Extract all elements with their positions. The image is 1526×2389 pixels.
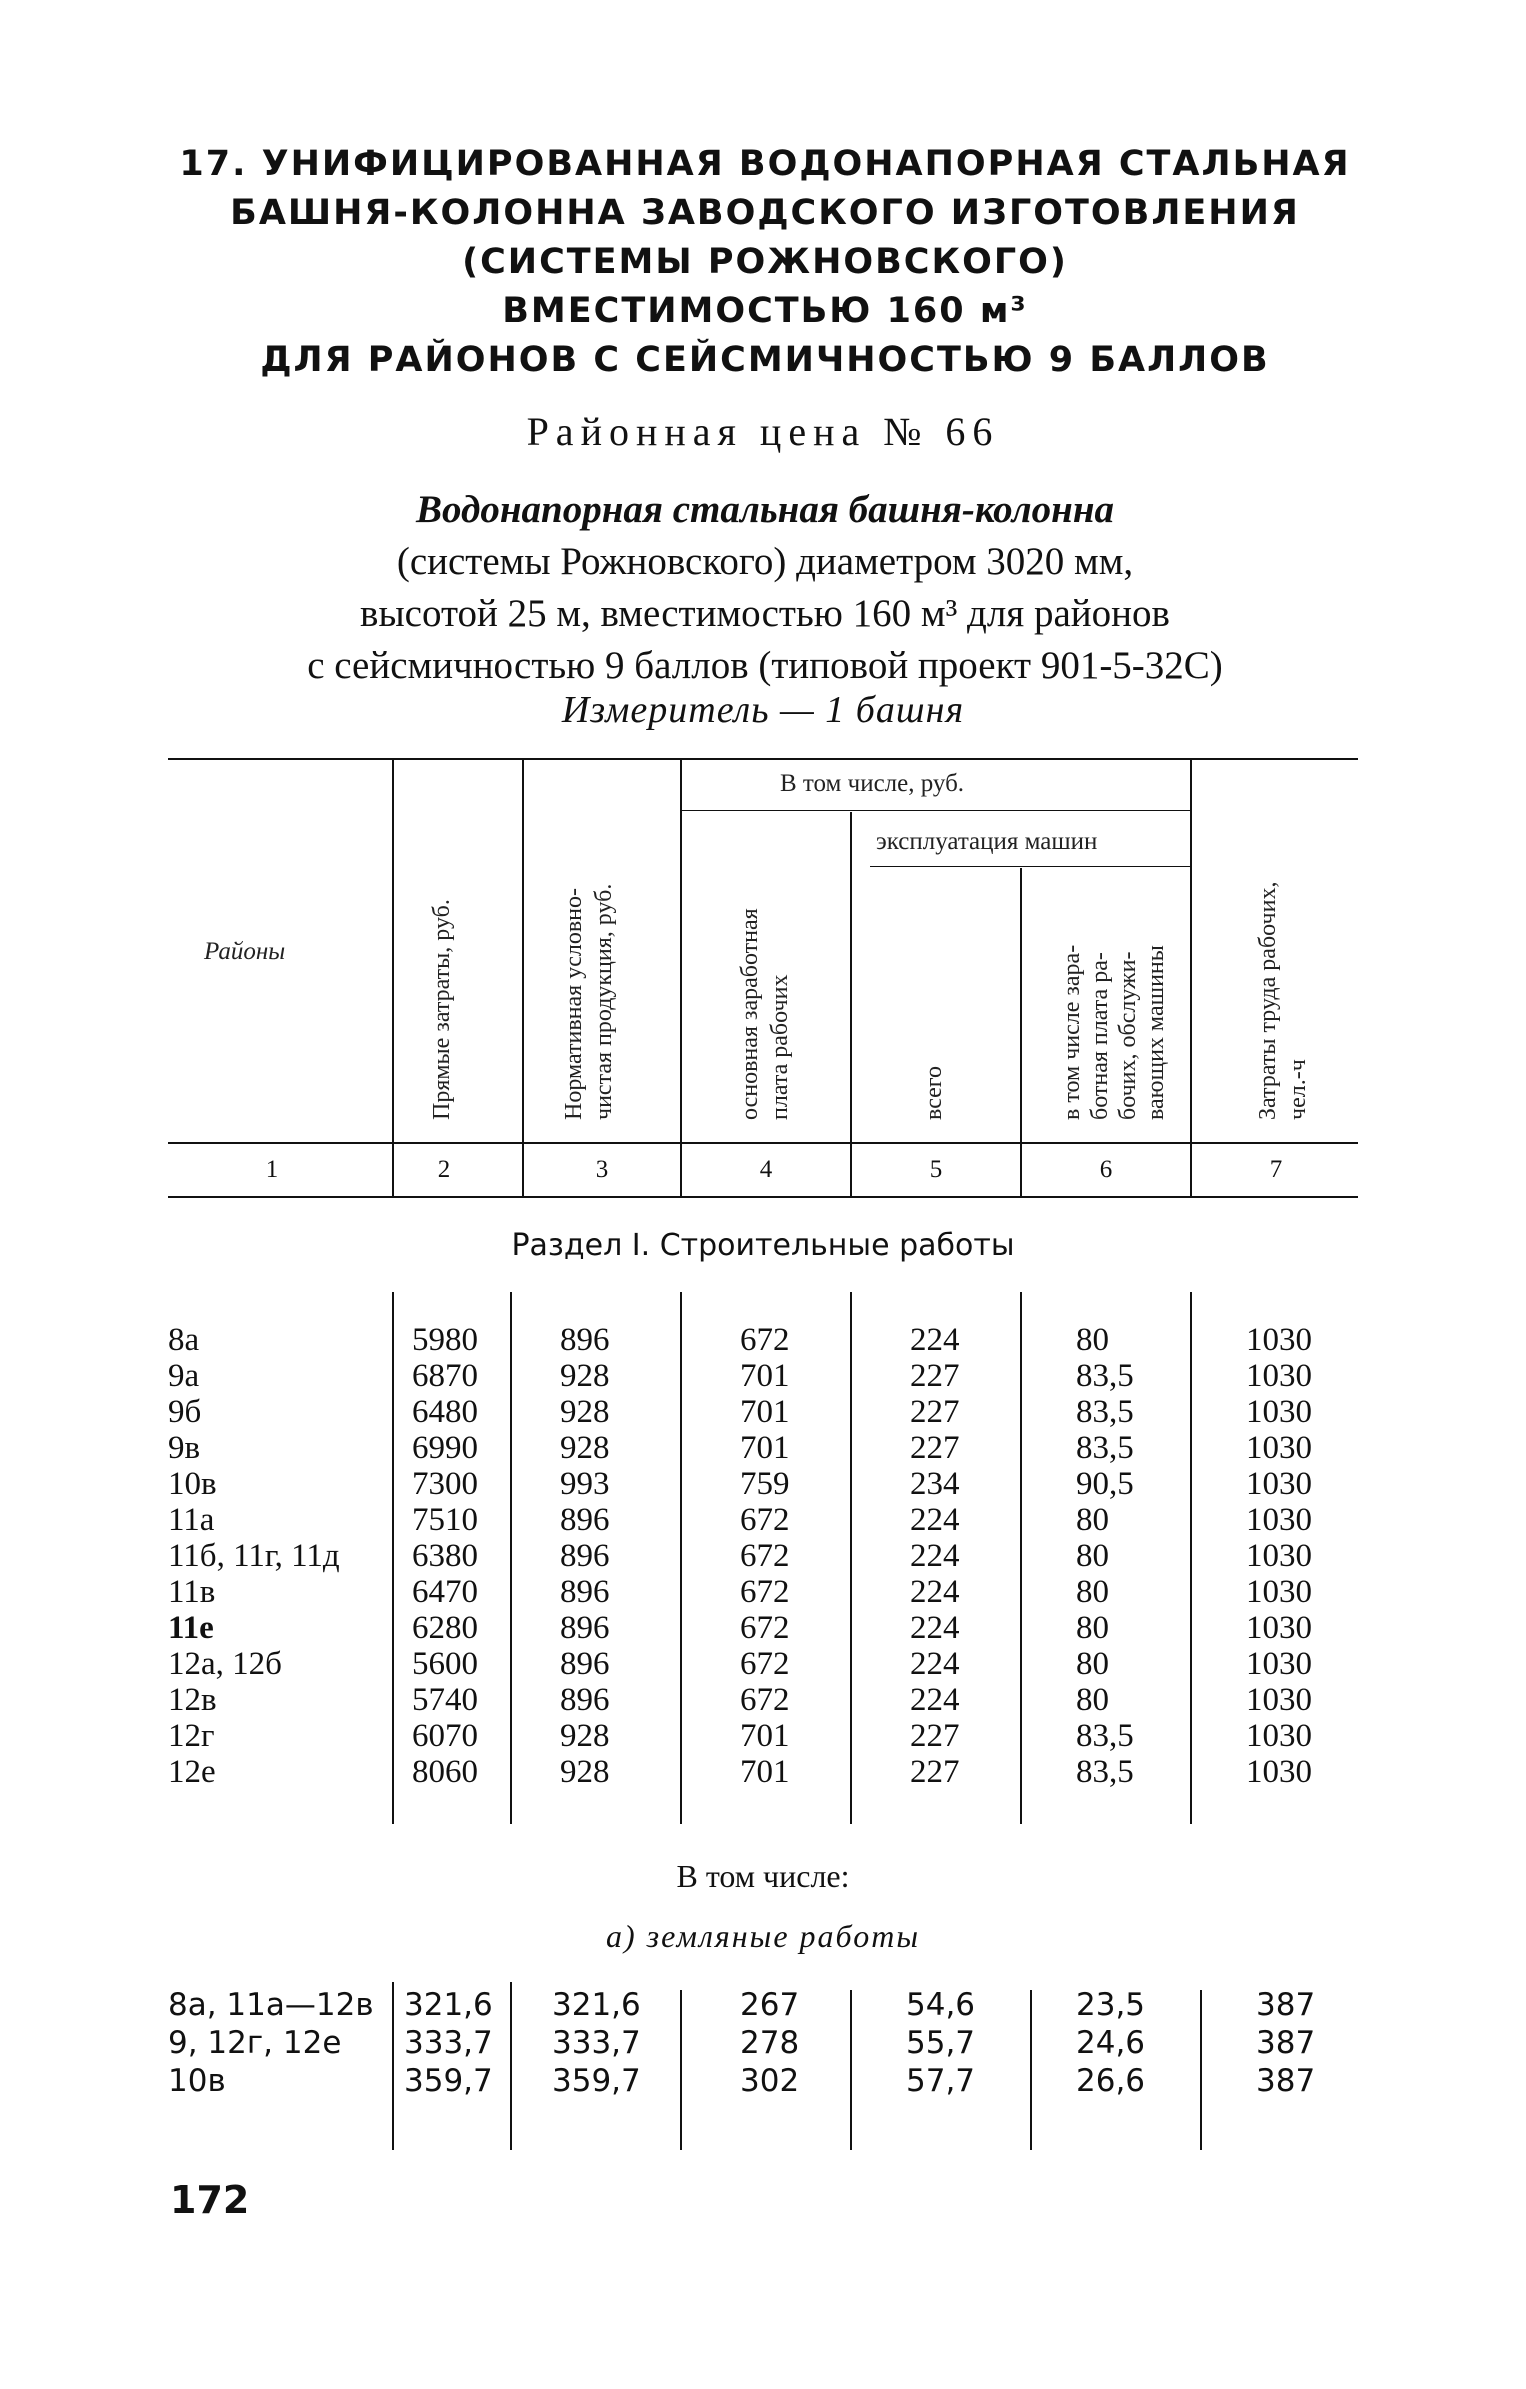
cell-wages: 672 bbox=[740, 1538, 790, 1574]
subtitle-line: высотой 25 м, вместимостью 160 м³ для районов bbox=[360, 592, 1170, 635]
column-number: 5 bbox=[929, 1156, 943, 1183]
cell-labor: 1030 bbox=[1246, 1718, 1312, 1754]
cell-normative: 896 bbox=[560, 1502, 610, 1538]
cell-machine-total: 227 bbox=[910, 1430, 960, 1466]
table-row bbox=[0, 1610, 1526, 1646]
cell-normative: 928 bbox=[560, 1718, 610, 1754]
cell-normative: 928 bbox=[560, 1358, 610, 1394]
including-rule bbox=[680, 810, 1190, 811]
cell-normative: 333,7 bbox=[552, 2025, 641, 2061]
table-row bbox=[0, 1986, 1526, 2024]
cell-direct: 321,6 bbox=[404, 1987, 493, 2023]
cell-wages: 267 bbox=[740, 1987, 800, 2023]
cell-wages: 302 bbox=[740, 2063, 800, 2099]
cell-labor: 1030 bbox=[1246, 1754, 1312, 1790]
cell-direct: 8060 bbox=[412, 1754, 478, 1790]
cell-machine-total: 227 bbox=[910, 1754, 960, 1790]
cell-machine-wages: 80 bbox=[1076, 1574, 1109, 1610]
cell-labor: 1030 bbox=[1246, 1394, 1312, 1430]
cell-region: 11б, 11г, 11д bbox=[168, 1538, 340, 1574]
col-divider bbox=[1190, 760, 1192, 1196]
cell-labor: 387 bbox=[1256, 2025, 1316, 2061]
cell-labor: 1030 bbox=[1246, 1574, 1312, 1610]
table-row bbox=[0, 2024, 1526, 2062]
table-row bbox=[0, 1754, 1526, 1790]
cell-machine-total: 224 bbox=[910, 1646, 960, 1682]
cell-normative: 896 bbox=[560, 1574, 610, 1610]
table-row bbox=[0, 1466, 1526, 1502]
cell-wages: 278 bbox=[740, 2025, 800, 2061]
section-title: Раздел I. Строительные работы bbox=[511, 1228, 1015, 1263]
cell-direct: 5740 bbox=[412, 1682, 478, 1718]
cell-machine-total: 224 bbox=[910, 1538, 960, 1574]
price-line: Районная цена № 66 bbox=[526, 409, 1000, 454]
column-numbers-rule bbox=[168, 1196, 1358, 1198]
cell-region: 9б bbox=[168, 1394, 202, 1430]
cell-machine-wages: 83,5 bbox=[1076, 1754, 1134, 1790]
column-number: 4 bbox=[759, 1156, 773, 1183]
cell-normative: 896 bbox=[560, 1322, 610, 1358]
cell-region: 12а, 12б bbox=[168, 1646, 282, 1682]
cell-labor: 1030 bbox=[1246, 1646, 1312, 1682]
column-number: 3 bbox=[595, 1156, 609, 1183]
cell-normative: 896 bbox=[560, 1538, 610, 1574]
title-line: ВМЕСТИМОСТЬЮ 160 м³ bbox=[502, 291, 1028, 331]
cell-machine-total: 224 bbox=[910, 1682, 960, 1718]
header-including: В том числе, руб. bbox=[780, 770, 965, 797]
cell-direct: 7510 bbox=[412, 1502, 478, 1538]
cell-machine-total: 227 bbox=[910, 1394, 960, 1430]
cell-normative: 359,7 bbox=[552, 2063, 641, 2099]
cell-machine-wages: 90,5 bbox=[1076, 1466, 1134, 1502]
table-row bbox=[0, 1358, 1526, 1394]
cell-labor: 1030 bbox=[1246, 1538, 1312, 1574]
cell-normative: 896 bbox=[560, 1610, 610, 1646]
cell-labor: 1030 bbox=[1246, 1358, 1312, 1394]
cell-machine-wages: 83,5 bbox=[1076, 1718, 1134, 1754]
cell-machine-wages: 80 bbox=[1076, 1502, 1109, 1538]
cell-wages: 672 bbox=[740, 1502, 790, 1538]
table-row bbox=[0, 1502, 1526, 1538]
including-label: В том числе: bbox=[676, 1858, 850, 1894]
subtitle-line: Водонапорная стальная башня-колонна bbox=[416, 488, 1114, 531]
cell-wages: 759 bbox=[740, 1466, 790, 1502]
cell-machine-wages: 80 bbox=[1076, 1682, 1109, 1718]
cell-labor: 1030 bbox=[1246, 1610, 1312, 1646]
cell-direct: 5600 bbox=[412, 1646, 478, 1682]
cell-normative: 928 bbox=[560, 1754, 610, 1790]
col-divider bbox=[680, 760, 682, 1196]
cell-machine-wages: 83,5 bbox=[1076, 1358, 1134, 1394]
cell-region: 9в bbox=[168, 1430, 201, 1466]
cell-normative: 321,6 bbox=[552, 1987, 641, 2023]
document-page: 17. УНИФИЦИРОВАННАЯ ВОДОНАПОРНАЯ СТАЛЬНАЯ БАШНЯ-КОЛОННА ЗАВОДСКОГО ИЗГОТОВЛЕНИЯ (СИСТЕМЫ РОЖНОВСКОГО) ВМЕСТИМОСТЬЮ 160 м³ ДЛЯ РАЙОНОВ С СЕЙСМИЧНОСТЬЮ 9 БАЛЛОВ Районная цена № 66 Водонапорная стальная башня-колонна (системы Рожновского) диаметром 3020 мм, высотой 25 м, вместимостью 160 м³ для районов с сейсмичностью 9 баллов (типовой проект 901-5-32С) Измеритель — 1 башня Районы В том числе, руб. эксплуатация машин Прямые затраты, руб. Нормативная условно- чистая продукция, руб. основная заработная плата рабочих всего в том числе зара- ботная плата ра- бочих, обслужи- вающих машины Затраты труда рабочих, чел.-ч 1 2 3 4 5 6 7 Раздел I. Строительные работы 8а 5980 896 672 224 80 1030 9а 6870 928 701 227 83,5 1030 9б 6480 928 701 227 83,5 1030 9в 6990 928 701 227 83,5 1030 10в 7300 993 759 234 90,5 1030 11а 7510 896 672 224 80 1030 11б, 11г, 11д 6380 896 672 224 80 1030 11в 6470 896 672 224 80 1030 11е 6280 896 672 224 80 1030 12а, 12б 5600 896 672 224 80 1030 12в 5740 896 672 224 80 1030 12г 6070 928 701 227 83,5 1030 12е 8060 928 701 227 83,5 1030 В том числе: а) земляные работы 8а, 11а—12в 321,6 321,6 267 54,6 23,5 387 9, 12г, 12е 333,7 333,7 278 55,7 24,6 387 10в 359,7 359,7 302 57,7 26,6 387 172 bbox=[0, 0, 1526, 2389]
cell-region: 10в bbox=[168, 2063, 226, 2099]
cell-labor: 1030 bbox=[1246, 1322, 1312, 1358]
cell-direct: 6380 bbox=[412, 1538, 478, 1574]
cell-direct: 7300 bbox=[412, 1466, 478, 1502]
table-row bbox=[0, 1430, 1526, 1466]
subtitle-line: с сейсмичностью 9 баллов (типовой проект 901-5-32С) bbox=[307, 644, 1223, 687]
cell-wages: 701 bbox=[740, 1754, 790, 1790]
cell-normative: 928 bbox=[560, 1394, 610, 1430]
cell-wages: 672 bbox=[740, 1610, 790, 1646]
column-number: 2 bbox=[437, 1156, 451, 1183]
cell-direct: 6870 bbox=[412, 1358, 478, 1394]
cell-machine-wages: 80 bbox=[1076, 1538, 1109, 1574]
cell-machine-total: 224 bbox=[910, 1574, 960, 1610]
cell-region: 9а bbox=[168, 1358, 200, 1394]
cell-normative: 928 bbox=[560, 1430, 610, 1466]
cell-labor: 1030 bbox=[1246, 1466, 1312, 1502]
cell-region: 11е bbox=[168, 1610, 214, 1646]
cell-labor: 387 bbox=[1256, 2063, 1316, 2099]
cell-machine-total: 55,7 bbox=[906, 2025, 976, 2061]
cell-wages: 672 bbox=[740, 1574, 790, 1610]
cell-machine-total: 227 bbox=[910, 1358, 960, 1394]
col-divider bbox=[522, 760, 524, 1196]
cell-wages: 701 bbox=[740, 1358, 790, 1394]
cell-region: 11а bbox=[168, 1502, 215, 1538]
cell-direct: 5980 bbox=[412, 1322, 478, 1358]
cell-machine-wages: 26,6 bbox=[1076, 2063, 1146, 2099]
title-line: 17. УНИФИЦИРОВАННАЯ ВОДОНАПОРНАЯ СТАЛЬНАЯ bbox=[179, 144, 1351, 184]
title-line: (СИСТЕМЫ РОЖНОВСКОГО) bbox=[462, 242, 1068, 282]
cell-direct: 6470 bbox=[412, 1574, 478, 1610]
cell-machine-total: 234 bbox=[910, 1466, 960, 1502]
table-row bbox=[0, 1682, 1526, 1718]
table-row bbox=[0, 1394, 1526, 1430]
cell-direct: 6990 bbox=[412, 1430, 478, 1466]
cell-normative: 896 bbox=[560, 1682, 610, 1718]
cell-wages: 701 bbox=[740, 1718, 790, 1754]
cell-region: 11в bbox=[168, 1574, 216, 1610]
cell-machine-wages: 83,5 bbox=[1076, 1430, 1134, 1466]
cell-region: 8а, 11а—12в bbox=[168, 1987, 374, 2023]
cell-machine-wages: 80 bbox=[1076, 1610, 1109, 1646]
cell-labor: 1030 bbox=[1246, 1502, 1312, 1538]
measure-unit: Измеритель — 1 башня bbox=[561, 689, 965, 731]
cell-region: 12г bbox=[168, 1718, 215, 1754]
header-machine-operation: эксплуатация машин bbox=[876, 828, 1098, 855]
subtitle bbox=[120, 484, 1410, 692]
cell-machine-total: 224 bbox=[910, 1502, 960, 1538]
cell-wages: 701 bbox=[740, 1430, 790, 1466]
cell-direct: 6070 bbox=[412, 1718, 478, 1754]
column-number: 7 bbox=[1269, 1156, 1283, 1183]
cell-normative: 993 bbox=[560, 1466, 610, 1502]
table-row bbox=[0, 1538, 1526, 1574]
cell-region: 12е bbox=[168, 1754, 216, 1790]
header-bottom-rule bbox=[168, 1142, 1358, 1144]
col-divider bbox=[1020, 868, 1022, 1196]
table-row bbox=[0, 1646, 1526, 1682]
cell-wages: 701 bbox=[740, 1394, 790, 1430]
col-divider bbox=[850, 812, 852, 1196]
cell-region: 12в bbox=[168, 1682, 217, 1718]
cell-machine-total: 57,7 bbox=[906, 2063, 976, 2099]
cell-wages: 672 bbox=[740, 1646, 790, 1682]
title-line: ДЛЯ РАЙОНОВ С СЕЙСМИЧНОСТЬЮ 9 БАЛЛОВ bbox=[260, 340, 1270, 380]
cell-direct: 6480 bbox=[412, 1394, 478, 1430]
table-row bbox=[0, 1718, 1526, 1754]
cell-machine-total: 227 bbox=[910, 1718, 960, 1754]
cell-direct: 359,7 bbox=[404, 2063, 493, 2099]
cell-direct: 6280 bbox=[412, 1610, 478, 1646]
cell-machine-wages: 24,6 bbox=[1076, 2025, 1146, 2061]
column-number: 1 bbox=[265, 1156, 279, 1183]
cell-machine-wages: 80 bbox=[1076, 1646, 1109, 1682]
cell-machine-wages: 23,5 bbox=[1076, 1987, 1146, 2023]
cell-wages: 672 bbox=[740, 1322, 790, 1358]
cell-region: 9, 12г, 12е bbox=[168, 2025, 342, 2061]
cell-wages: 672 bbox=[740, 1682, 790, 1718]
cell-region: 10в bbox=[168, 1466, 217, 1502]
table-top-rule bbox=[168, 758, 1358, 760]
cell-machine-total: 54,6 bbox=[906, 1987, 976, 2023]
table-row bbox=[0, 1322, 1526, 1358]
earthworks-title: а) земляные работы bbox=[606, 1918, 920, 1954]
header-regions: Районы bbox=[204, 938, 286, 965]
cell-labor: 387 bbox=[1256, 1987, 1316, 2023]
cell-direct: 333,7 bbox=[404, 2025, 493, 2061]
document-title bbox=[160, 140, 1370, 385]
cell-machine-total: 224 bbox=[910, 1610, 960, 1646]
cell-region: 8а bbox=[168, 1322, 200, 1358]
table-row bbox=[0, 1574, 1526, 1610]
table-row bbox=[0, 2062, 1526, 2100]
cell-machine-wages: 83,5 bbox=[1076, 1394, 1134, 1430]
page-number: 172 bbox=[170, 2178, 250, 2222]
cell-normative: 896 bbox=[560, 1646, 610, 1682]
cell-machine-wages: 80 bbox=[1076, 1322, 1109, 1358]
title-line: БАШНЯ-КОЛОННА ЗАВОДСКОГО ИЗГОТОВЛЕНИЯ bbox=[230, 193, 1300, 233]
subtitle-line: (системы Рожновского) диаметром 3020 мм, bbox=[396, 540, 1134, 583]
column-number: 6 bbox=[1099, 1156, 1113, 1183]
cell-labor: 1030 bbox=[1246, 1430, 1312, 1466]
machine-rule bbox=[870, 866, 1190, 867]
cell-machine-total: 224 bbox=[910, 1322, 960, 1358]
col-divider bbox=[392, 760, 394, 1196]
cell-labor: 1030 bbox=[1246, 1682, 1312, 1718]
